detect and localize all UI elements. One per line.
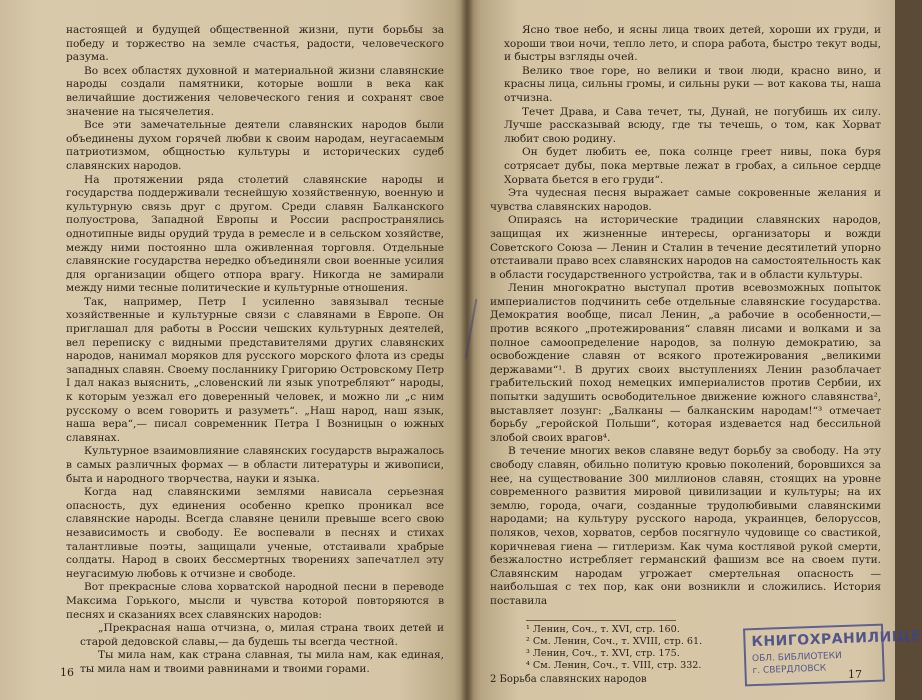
paragraph: Во всех областях духовной и материальной жизни славянские народы создали памятники, которые вошли в века как величайшие достижения человеческого гения и сохранят свое значение на тысячелетия. [66, 64, 444, 118]
footnotes [526, 620, 703, 672]
footnote: ³ Ленин, Соч., т. XVI, стр. 175. [526, 648, 680, 659]
verse-line: Он будет любить ее, пока солнце греет нивы, пока буря сотрясает дубы, пока мертвые лежат в гробах, а сильное сердце Хорвата бьется в его груди“. [504, 146, 881, 186]
paragraph: Вот прекрасные слова хорватской народной песни в переводе Максима Горького, мысли и чувства которой повторяются в песнях и сказаниях всех славянских народов: [66, 581, 444, 621]
song-verse [490, 24, 881, 187]
paragraph: настоящей и будущей общественной жизни, пути борьбы за победу и торжество на земле счастья, радости, человеческого разума. [66, 24, 444, 64]
paragraph: В течение многих веков славяне ведут борьбу за свободу. На эту свободу славян, обильно политую кровью поколений, боровшихся за нее, на существование 300 миллионов славян, стоящих на уровне современного развития мировой цивилизации и культуры; на их землю, города, очаги, созданные трудолюбивыми славянскими народами; на культуру русского народа, украинцев, белоруссов, поляков, чехов, хорватов, сербов посягнуло чудовище со свастикой, коричневая гиена — гитлеризм. Как чума костлявой рукой смерти, безжалостно истребляет германский фашизм все на своем пути. Славянским народам угрожает смертельная опасность — наибольшая с тех пор, как они возникли и сложились. История поставила [490, 445, 881, 607]
footnote: ¹ Ленин, Соч., т. XVI, стр. 160. [526, 624, 680, 635]
footnote: ² См. Ленин, Соч., т. XVIII, стр. 61. [526, 636, 703, 647]
paragraph: Все эти замечательные деятели славянских народов были объединены духом горячей любви к своим народам, неугасаемым патриотизмом, общностью культуры и исторических судеб славянских народов. [66, 119, 444, 172]
page-number: 16 [60, 666, 74, 679]
verse-line: Велико твое горе, но велики и твои люди, красно вино, и красны лица, сильны громы, и сильны руки — вот какова ты, наша отчизна. [504, 64, 881, 104]
verse-line: Течет Драва, и Сава течет, ты, Дунай, не погубишь их силу. Лучше рассказывай всюду, где ты течешь, о том, как Хорват любит свою родину. [504, 105, 881, 145]
page-number: 17 [848, 668, 862, 681]
library-stamp [743, 624, 922, 687]
paragraph: Культурное взаимовлияние славянских государств выражалось в самых различных формах — в области литературы и живописи, быта и народного творчества, науки и языка. [66, 445, 444, 485]
paragraph: Когда над славянскими землями нависала серьезная опасность, дух единения особенно крепко проникал все славянские народы. Всегда славяне ценили превыше всего свою независимость и свободу. Ее воспевали в песнях и стихах талантливые поэты, защищали ученые, отстаивали храбрые солдаты. Народ в своих бессмертных творениях запечатлел эту неугасимую любовь к отчизне и свободе. [66, 486, 444, 580]
paragraph: Опираясь на исторические традиции славянских народов, защищая их жизненные интересы, организаторы и вожди Советского Союза — Ленин и Сталин в течение десятилетий упорно отстаивали право всех славянских народов на самостоятельность как в области государственного устройства, так и в области культуры. [490, 214, 881, 281]
stamp-line: КНИГОХРАНИЛИЩЕ [751, 628, 922, 651]
right-page [468, 0, 922, 700]
verse-line: Ты мила нам, как страна славная, ты мила нам, как единая, ты мила нам и твоими равнинами и твоими горами. [80, 649, 444, 675]
stamp-line: ОБЛ. БИБЛИОТЕКИ [751, 651, 842, 665]
verse-line: Ясно твое небо, и ясны лица твоих детей, хороши их груди, и хороши твои ночи, тепло лето, и спора работа, быстро текут воды, и быстры взгляды очей. [504, 24, 881, 64]
stamp-line: г. СВЕРДЛОВСК [752, 663, 827, 677]
paragraph: На протяжении ряда столетий славянские народы и государства поддерживали теснейшую хозяйственную, военную и культурную связь друг с другом. Среди славян Балканского полуострова, Западной Европы и России распространялись однотипные виды орудий труда в ремесле и в сельском хозяйстве, между ними постоянно шла оживленная торговля. Отдельные славянские государства нередко объединяли свои военные усилия для организации общего отпора врагу. Никогда не замирали между ними тесные политические и культурные отношения. [66, 173, 444, 295]
right-page-body [490, 24, 881, 609]
paragraph: Так, например, Петр I усиленно завязывал тесные хозяйственные и культурные связи с славянами в Европе. Он приглашал для работы в России чешских культурных деятелей, вел переписку с видными представителями других славянских народов, нанимал моряков для русского морского флота из среды западных славян. Своему посланнику Григорию Островскому Петр I дал наказ выяснить, „словенский ли язык употребляют“ народы, к которым уезжал его доверенный человек, и можно ли „с ним русскому о всем говорить и разуметь“. „Наш народ, наш язык, наша вера“,— писал современник Петра I Возницын о южных славянах. [66, 295, 444, 444]
verse-line: „Прекрасная наша отчизна, о, милая страна твоих детей и старой дедовской славы,— да будешь ты всегда честной. [80, 622, 444, 648]
paragraph: Ленин многократно выступал против всевозможных попыток империалистов подчинить себе отдельные славянские государства. Демократия вообще, писал Ленин, „а рабочие в особенности,— против всякого „протежирования“ славян лисами и волками и за полное самоопределение народов, за полную демократию, за освобождение славян от всякого протежирования „великими державами“¹. В других своих выступлениях Ленин разоблачает грабительский поход немецких империалистов против Сербии, их попытки задушить освободительное движение южного славянства², выставляет лозунг: „Балканы — балканским народам!“³ отмечает борьбу „геройской Польши“, которая издевается над бессильной злобой своих врагов⁴. [490, 282, 881, 444]
printer-signature: 2 Борьба славянских народов [490, 674, 647, 685]
left-page-body [66, 24, 444, 677]
paragraph: Эта чудесная песня выражает самые сокровенные желания и чувства славянских народов. [490, 187, 881, 213]
song-verse [66, 622, 444, 676]
footnote: ⁴ См. Ленин, Соч., т. VIII, стр. 332. [526, 660, 702, 671]
